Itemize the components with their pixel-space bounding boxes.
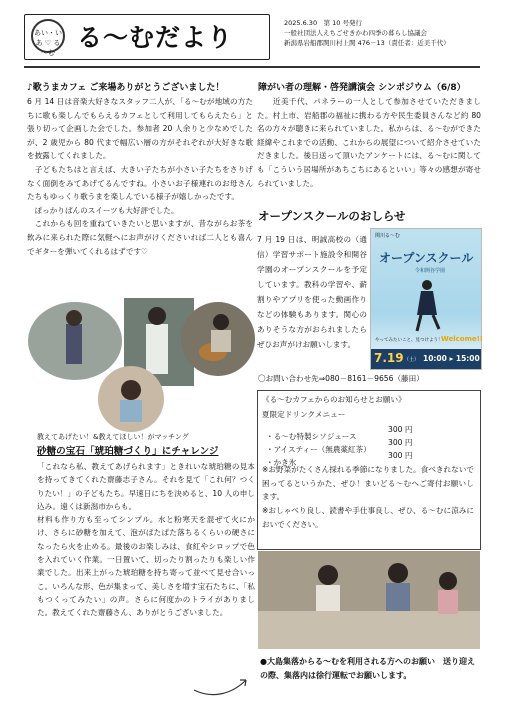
logo: あい・いあ ♡ る～む xyxy=(31,19,65,53)
notice-vegetables: ※お野菜がたくさん採れる季節になりました。食べきれないで困ってるというかた、ぜひ！まいどる～むへご寄付お願いします。 xyxy=(262,465,474,502)
amber-heading: 砂糖の宝石「琥珀糖づくり」にチャレンジ xyxy=(37,446,219,457)
cafe-notice-box xyxy=(257,390,481,550)
photo-guitar xyxy=(181,302,255,376)
masthead xyxy=(24,14,270,60)
poster-school: 関川る〜む xyxy=(375,233,401,239)
menu-item-name: ・る～む特製シソジュース xyxy=(266,432,357,441)
poster-date: 7.19 xyxy=(374,351,404,365)
bus-notice: ●大島集落からる～むを利用される方へのお願い 送り迎えの際、集落内は徐行運転でお願いします。 xyxy=(260,657,475,680)
menu-item-price: 300 円 xyxy=(388,451,413,460)
menu-item-name: ・かき氷 xyxy=(266,458,297,467)
poster-subtitle: 令和開谷学園 xyxy=(415,268,446,274)
poster-tagline: やってみたいこと、見つけよう！ xyxy=(375,338,443,343)
menu-title: 夏限定ドリンクメニュー xyxy=(262,410,346,419)
notice-relax: ※おしゃべり良し、読書や手仕事良し、ぜひ、る～むに涼みにおいでください。 xyxy=(262,506,474,529)
poster-day: （土） xyxy=(404,357,420,363)
menu-row xyxy=(266,450,436,467)
menu-item-price: 300 円 xyxy=(388,425,413,434)
newsletter-title: る～むだより xyxy=(77,23,234,52)
poster-title: オープンスクール xyxy=(379,251,474,265)
photo-amber-candy xyxy=(258,551,480,649)
photo-karaoke-1 xyxy=(28,302,122,380)
menu-row xyxy=(266,437,436,454)
symposium-body: 近美千代、パネラーの一人として参加させていただきました。村上市、岩船郡の福祉に携わる方や民生委員さんなど約 80 名の方々が聴きに来られていました。私からは、る～むができた経緯やこれまでの活動、これからの展望について紹介させていただきました。後日送って頂いたアンケートには、る～むに関しても「こういう居場所があちこちにあるといい」等々の感想が寄せられていました。 xyxy=(257,97,481,188)
openschool-body: 7 月 19 日は、明誠高校の（通信）学習サポート施設令和開谷学園のオープンスクールを予定しています。教科の学習や、薪割りやアプリを使った動画作りなどの体験もあります。関心のありそうな方がおられましたらぜひお声がけお願いします。 xyxy=(257,235,367,349)
drink-menu xyxy=(266,424,436,467)
openschool-heading: オープンスクールのおしらせ xyxy=(258,209,406,223)
menu-row xyxy=(266,424,436,441)
menu-item-name: ・アイスティー（無農薬紅茶） xyxy=(266,445,371,454)
menu-item-price: 300 円 xyxy=(388,438,413,447)
poster-time: 10:00 ▸ 15:00 xyxy=(423,354,480,363)
amber-kicker: 教えてあげたい！&教えてほしい！がマッチング xyxy=(37,433,189,441)
amber-body: 「これなら私、教えてあげられます」ときれいな琥珀糖の見本を持ってきてくれた齋藤志子さん。それを見て「これ何？つくりたい！」の子どもたち。早速日にちを決めると、10 人の申し込み。遠くは新潟市からも。 材料も作り方も至ってシンプル。水と粉寒天を混ぜて火にかけ、さらに砂糖を加えて、泡がぱたぱた落ちるくらいの硬さになったら火を止める。最後のお楽しみは、食紅やシロップで色を入れていく作業。一日置いて、切ったり割ったりも楽しい作業でした。出来上がった琥珀糖を持ち寄って並べて見せ合いっこ。いろんな形、色が集まって、美しさを増す宝石たちに、「私もつくってみたい」の声。さらに何度かのトライがありました。教えてくれた齋藤さん、ありがとうございました。 xyxy=(37,462,255,618)
header-divider xyxy=(24,66,480,68)
symposium-heading: 障がい者の理解・啓発講演会 シンポジウム（6/8） xyxy=(258,83,466,93)
notice-heading: 《る～むカフェからのお知らせとお願い》 xyxy=(262,395,406,404)
openschool-poster xyxy=(370,228,482,370)
cafe-body: 6 月 14 日は音楽大好きなスタッフ二人が、「る～むが地域の方たちに歌も楽しんでもらえるカフェとして利用してもらえたら」と張り切って企画した会でした。参加者 20 人余りと少なめでしたが、2 歳児から 80 代まで幅広い層の方がそれぞれが大好きな歌を披露してくれました。 子どもたちはと言えば、大きい子たちが小さい子たちをさりげなく面倒をみてあげてるんですね。小さいお子様連れのお母さんたちもゆっくり歌うまを楽しんでいる様子が嬉しかったです。 ぽっかりぱんのスイーツも大好評でした。 これからも回を重ねていきたいと思いますが、昔ながらお茶を飲みに来られた際に気軽へにお声がけくださいれば二人とも喜んでギターを弾いてくれるはずです♡ xyxy=(27,97,253,256)
poster-welcome: Welcome!! xyxy=(441,335,484,343)
issue-info: 2025.6.30 第 10 号発行 一般社団法人えちごせきかわ四季の暮らし協議会 新潟県岩船郡関川村上関 476－13（責任者：近美千代） xyxy=(284,19,450,47)
poster-date-bar xyxy=(371,349,481,369)
contact-info: 〇お問い合わせ先⇒080－8161－9656（藤田） xyxy=(258,374,424,383)
poster-figure xyxy=(407,277,447,335)
photo-child xyxy=(98,366,164,432)
cafe-heading: ♪歌うまカフェ ご来場ありがとうございました！ xyxy=(27,83,225,93)
curved-arrow-icon xyxy=(190,666,260,696)
